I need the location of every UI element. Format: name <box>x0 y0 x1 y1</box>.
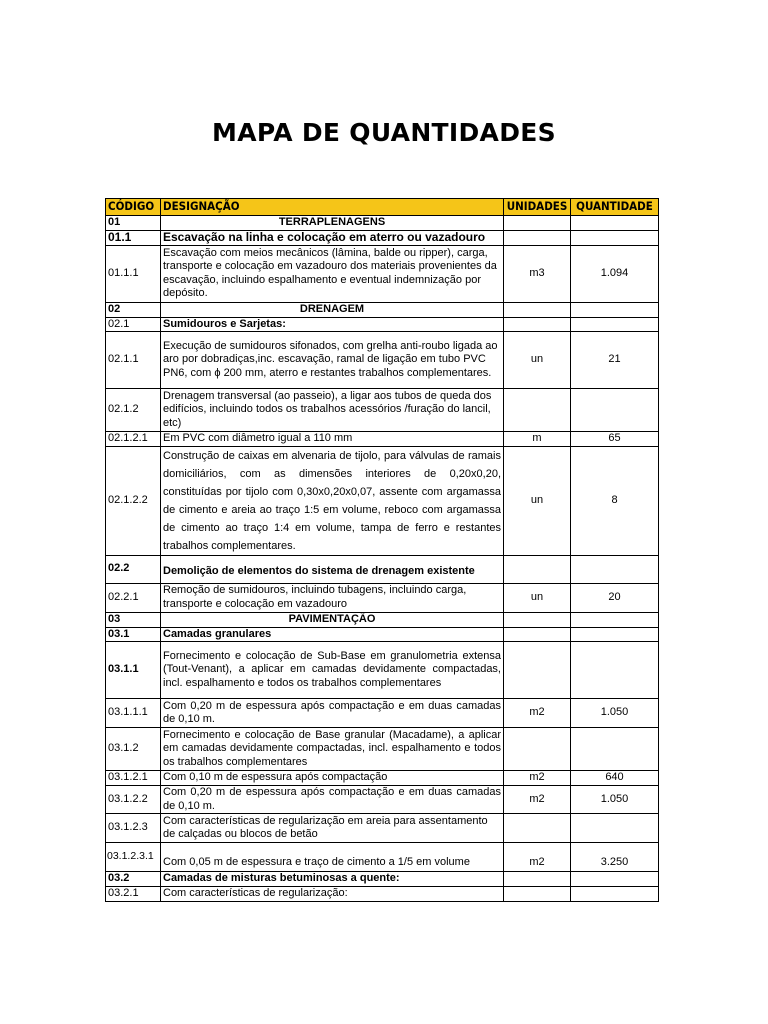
row-unit: m2 <box>504 786 571 814</box>
row-quantity <box>571 555 659 583</box>
row-quantity: 65 <box>571 432 659 447</box>
table-row <box>106 642 659 699</box>
row-unit: m2 <box>504 699 571 728</box>
row-unit <box>504 814 571 843</box>
row-quantity <box>571 642 659 699</box>
row-unit: m2 <box>504 843 571 872</box>
header-code: CÓDIGO <box>106 199 161 216</box>
table-row <box>106 245 659 302</box>
row-designation: Execução de sumidouros sifonados, com grelha anti-roubo ligada ao aro por dobradiças,inc. escavação, ramal de ligação em tubo PVC PN6, com ϕ 200 mm, aterro e restantes trabalhos complementares. <box>161 332 504 389</box>
row-quantity <box>571 230 659 245</box>
row-code: 02.1.2 <box>106 389 161 432</box>
row-designation: Com 0,20 m de espessura após compactação e em duas camadas de 0,10 m. <box>161 786 504 814</box>
row-code: 01 <box>106 216 161 231</box>
row-code: 03.2.1 <box>106 887 161 902</box>
table-row <box>106 872 659 887</box>
row-unit: un <box>504 332 571 389</box>
row-code: 02.2 <box>106 555 161 583</box>
row-unit: m2 <box>504 771 571 786</box>
row-quantity: 21 <box>571 332 659 389</box>
row-designation: Fornecimento e colocação de Sub-Base em granulometria extensa (Tout-Venant), a aplicar em camadas devidamente compactadas, incl. espalhamento e todos os trabalhos complementares <box>161 642 504 699</box>
table-row <box>106 583 659 612</box>
row-designation: Drenagem transversal (ao passeio), a ligar aos tubos de queda dos edifícios, incluindo todos os trabalhos acessórios /furação do lancil, etc) <box>161 389 504 432</box>
row-unit <box>504 872 571 887</box>
table-row <box>106 555 659 583</box>
row-quantity: 1.094 <box>571 245 659 302</box>
table-row <box>106 728 659 771</box>
row-quantity <box>571 887 659 902</box>
row-code: 02.1.1 <box>106 332 161 389</box>
row-unit <box>504 627 571 642</box>
row-designation: PAVIMENTAÇÃO <box>161 612 504 627</box>
row-code: 02.1 <box>106 317 161 332</box>
row-quantity: 20 <box>571 583 659 612</box>
table-header-row <box>106 199 659 216</box>
row-quantity <box>571 872 659 887</box>
row-designation: Fornecimento e colocação de Base granular (Macadame), a aplicar em camadas devidamente compactadas, incl. espalhamento e todos os trabalhos complementares <box>161 728 504 771</box>
table-row <box>106 699 659 728</box>
row-quantity <box>571 728 659 771</box>
row-code: 03 <box>106 612 161 627</box>
quantities-table <box>105 198 659 902</box>
table-row <box>106 446 659 555</box>
table-row <box>106 332 659 389</box>
row-code: 02.1.2.1 <box>106 432 161 447</box>
row-code: 03.2 <box>106 872 161 887</box>
row-quantity <box>571 216 659 231</box>
table-row <box>106 230 659 245</box>
row-designation: Demolição de elementos do sistema de drenagem existente <box>161 555 504 583</box>
table-row <box>106 843 659 872</box>
row-designation: Com características de regularização em areia para assentamento de calçadas ou blocos de betão <box>161 814 504 843</box>
table-row <box>106 302 659 317</box>
header-designation: DESIGNAÇÃO <box>161 199 504 216</box>
row-code: 02.2.1 <box>106 583 161 612</box>
table-row <box>106 627 659 642</box>
row-unit <box>504 216 571 231</box>
row-designation: Remoção de sumidouros, incluindo tubagens, incluindo carga, transporte e colocação em vazadouro <box>161 583 504 612</box>
row-unit: un <box>504 583 571 612</box>
table-row <box>106 317 659 332</box>
row-code: 01.1.1 <box>106 245 161 302</box>
row-code: 03.1.1 <box>106 642 161 699</box>
row-designation: Camadas granulares <box>161 627 504 642</box>
row-quantity: 3.250 <box>571 843 659 872</box>
page-title: MAPA DE QUANTIDADES <box>212 118 556 147</box>
row-code: 03.1.2.2 <box>106 786 161 814</box>
row-code: 03.1.2.3 <box>106 814 161 843</box>
row-quantity: 1.050 <box>571 786 659 814</box>
row-designation: Camadas de misturas betuminosas a quente: <box>161 872 504 887</box>
row-quantity <box>571 389 659 432</box>
row-unit: m3 <box>504 245 571 302</box>
row-designation: DRENAGEM <box>161 302 504 317</box>
row-designation: Com características de regularização: <box>161 887 504 902</box>
table-row <box>106 216 659 231</box>
table-row <box>106 432 659 447</box>
row-designation: TERRAPLENAGENS <box>161 216 504 231</box>
table-row <box>106 786 659 814</box>
table-row <box>106 814 659 843</box>
row-unit <box>504 389 571 432</box>
row-quantity <box>571 612 659 627</box>
row-unit <box>504 230 571 245</box>
row-quantity: 640 <box>571 771 659 786</box>
row-unit <box>504 555 571 583</box>
table-row <box>106 389 659 432</box>
row-quantity <box>571 302 659 317</box>
row-designation: Com 0,20 m de espessura após compactação e em duas camadas de 0,10 m. <box>161 699 504 728</box>
row-quantity <box>571 814 659 843</box>
row-quantity <box>571 317 659 332</box>
row-unit <box>504 317 571 332</box>
row-code: 03.1 <box>106 627 161 642</box>
row-designation: Com 0,05 m de espessura e traço de cimento a 1/5 em volume <box>161 843 504 872</box>
row-code: 03.1.2.3.1 <box>106 843 161 872</box>
row-unit: un <box>504 446 571 555</box>
table-row <box>106 771 659 786</box>
row-designation: Sumidouros e Sarjetas: <box>161 317 504 332</box>
row-designation: Com 0,10 m de espessura após compactação <box>161 771 504 786</box>
row-designation: Escavação na linha e colocação em aterro ou vazadouro <box>161 230 504 245</box>
row-code: 02 <box>106 302 161 317</box>
header-quantity: QUANTIDADE <box>571 199 659 216</box>
header-units: UNIDADES <box>504 199 571 216</box>
row-unit: m <box>504 432 571 447</box>
row-code: 03.1.1.1 <box>106 699 161 728</box>
row-unit <box>504 302 571 317</box>
row-unit <box>504 728 571 771</box>
row-designation: Construção de caixas em alvenaria de tijolo, para válvulas de ramais domiciliários, com as dimensões interiores de 0,20x0,20, constituídas por tijolo com 0,30x0,20x0,07, assente com argamassa de cimento e areia ao traço 1:5 em volume, reboco com argamassa de cimento ao traço 1:4 em volume, tampa de ferro e restantes trabalhos complementares. <box>161 446 504 555</box>
row-unit <box>504 642 571 699</box>
row-designation: Escavação com meios mecânicos (lâmina, balde ou ripper), carga, transporte e colocação em vazadouro dos materiais provenientes da escavação, incluindo espalhamento e eventual indemnização por depósito. <box>161 245 504 302</box>
row-code: 01.1 <box>106 230 161 245</box>
row-designation: Em PVC com diâmetro igual a 110 mm <box>161 432 504 447</box>
row-quantity: 1.050 <box>571 699 659 728</box>
row-code: 03.1.2.1 <box>106 771 161 786</box>
table-row <box>106 612 659 627</box>
row-quantity: 8 <box>571 446 659 555</box>
table-row <box>106 887 659 902</box>
row-code: 03.1.2 <box>106 728 161 771</box>
row-unit <box>504 612 571 627</box>
row-quantity <box>571 627 659 642</box>
row-code: 02.1.2.2 <box>106 446 161 555</box>
row-unit <box>504 887 571 902</box>
